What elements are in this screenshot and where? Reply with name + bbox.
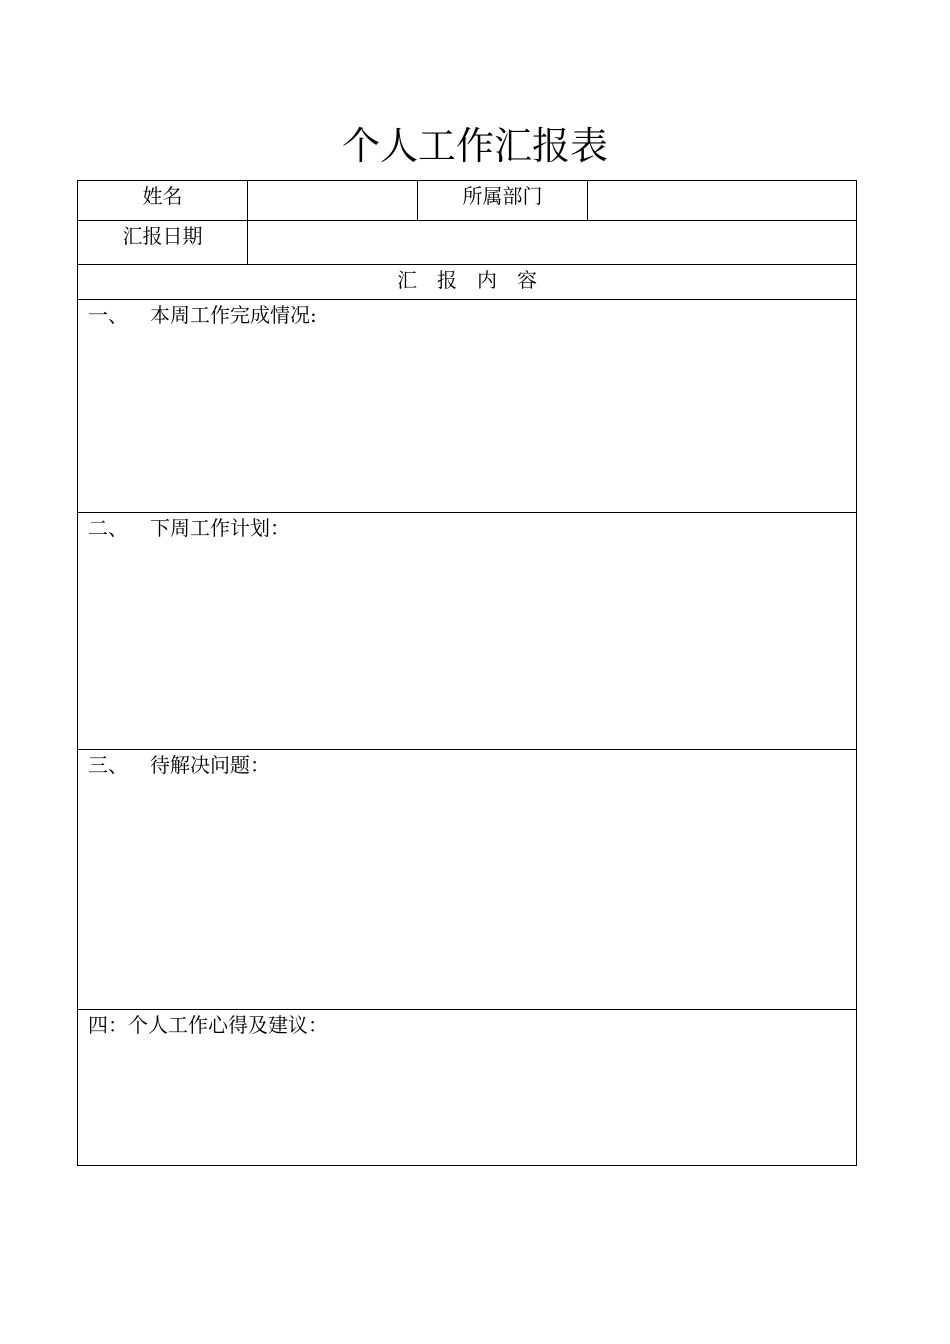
section-pending-issues[interactable] bbox=[78, 750, 857, 1010]
section-row-2 bbox=[78, 513, 857, 750]
section-next-week-plan[interactable] bbox=[78, 513, 857, 750]
section-number: 一、 bbox=[88, 303, 128, 327]
section-title: 本周工作完成情况: bbox=[150, 303, 317, 327]
section-number: 二、 bbox=[88, 516, 128, 540]
content-header: 汇 报 内 容 bbox=[78, 265, 857, 300]
section-row-1 bbox=[78, 300, 857, 513]
date-label: 汇报日期 bbox=[78, 221, 248, 265]
section-number: 三、 bbox=[88, 753, 128, 777]
date-field[interactable] bbox=[248, 221, 857, 265]
report-table bbox=[77, 180, 857, 1166]
section-row-3 bbox=[78, 750, 857, 1010]
section-title: 下周工作计划： bbox=[150, 516, 290, 540]
page-title: 个人工作汇报表 bbox=[341, 124, 608, 168]
info-row-1 bbox=[78, 181, 857, 221]
info-row-2 bbox=[78, 221, 857, 265]
name-field[interactable] bbox=[248, 181, 418, 221]
section-title: 四：个人工作心得及建议： bbox=[88, 1013, 328, 1037]
name-label: 姓名 bbox=[78, 181, 248, 221]
content-header-row bbox=[78, 265, 857, 300]
section-title: 待解决问题： bbox=[150, 753, 270, 777]
section-row-4 bbox=[78, 1010, 857, 1166]
section-experience-suggestions[interactable] bbox=[78, 1010, 857, 1166]
department-field[interactable] bbox=[588, 181, 857, 221]
department-label: 所属部门 bbox=[418, 181, 588, 221]
section-completed-work[interactable] bbox=[78, 300, 857, 513]
